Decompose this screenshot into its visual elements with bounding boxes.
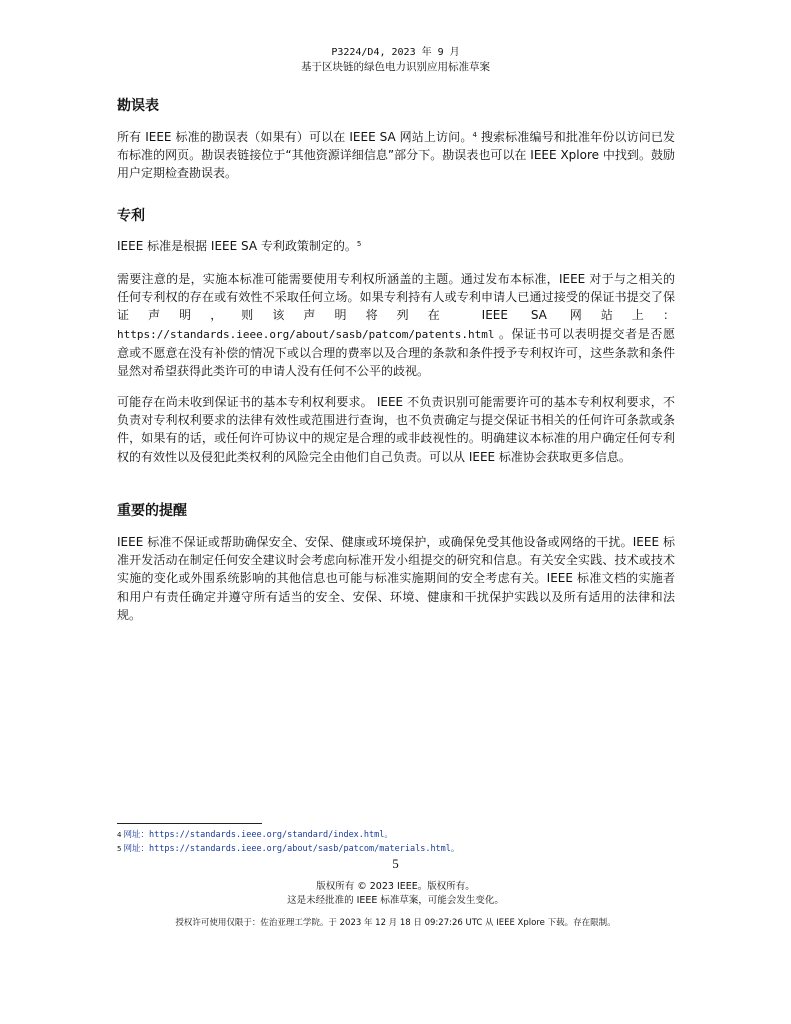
important-heading: 重要的提醒 [117, 503, 187, 519]
patents-link[interactable]: https://standards.ieee.org/about/sasb/patcom/patents.html [117, 327, 495, 341]
footnote-link[interactable]: https://standards.ieee.org/about/sasb/patcom/materials.html。 [148, 844, 460, 854]
document-id: P3224/D4, 2023 年 9 月 [331, 47, 460, 58]
footnote-number: 5 [117, 845, 122, 853]
footnote-link[interactable]: https://standards.ieee.org/standard/index.html。 [148, 830, 393, 840]
footnote-separator [117, 823, 262, 824]
running-header [0, 46, 791, 74]
patents-heading: 专利 [117, 208, 145, 224]
patents-paragraph-3: 可能存在尚未收到保证书的基本专利权利要求。 IEEE 不负责识别可能需要许可的基本专利权利要求，不负责对专利权利要求的法律有效性或范围进行查询，也不负责确定与提交保证书相关的任何许可条款或条件，如果有的话，或任何许可协议中的规定是合理的或非歧视性的。明确建议本标准的用户确定任何专利权的有效性以及侵犯此类权利的风险完全由他们自己负责。可以从 IEEE 标准协会获取更多信息。 [117, 395, 675, 464]
errata-text-a: 所有 IEEE 标准的勘误表（如果有）可以在 IEEE SA 网站上访问。 [117, 130, 473, 144]
license-notice: 授权许可使用仅限于：佐治亚理工学院。于 2023 年 12 月 18 日 09:27:26 UTC 从 IEEE Xplore 下载。存在限制。 [175, 918, 616, 928]
page-footer [0, 880, 791, 908]
footnote-4 [117, 829, 393, 841]
document-title: 基于区块链的绿色电力识别应用标准草案 [301, 61, 490, 73]
errata-heading: 勘误表 [117, 98, 159, 114]
footnote-ref-4[interactable]: 4 [472, 131, 477, 139]
patents-text-2b: 。保证书可以表明提交者是否愿意或不愿意在没有补偿的情况下或以合理的费率以及合理的条款和条件授予专利权许可，这些条款和条件显然对希望获得此类许可的申请人没有任何不公平的歧视。 [117, 326, 675, 379]
errata-text-b: 搜索标准编号和批准年份以访问已发布标准的网页。勘误表链接位于“其他资源详细信息”部分下。勘误表也可以在 IEEE Xplore 中找到。鼓励用户定期检查勘误表。 [117, 130, 675, 181]
patents-paragraph-2 [117, 270, 675, 380]
copyright-line: 版权所有 © 2023 IEEE。版权所有。 [316, 881, 475, 892]
footnote-5 [117, 843, 459, 855]
errata-paragraph [117, 128, 675, 183]
footnote-label: 网址： [123, 844, 149, 854]
patents-text-1: IEEE 标准是根据 IEEE SA 专利政策制定的。 [117, 239, 357, 253]
patents-text-2a: 需要注意的是，实施本标准可能需要使用专利权所涵盖的主题。通过发布本标准，IEEE 对于与之相关的任何专利权的存在或有效性不采取任何立场。如果专利持有人或专利申请人已通过接受的保证书提交了保证声明，则该声明将列在 IEEE SA 网站上： [117, 272, 675, 323]
draft-notice: 这是未经批准的 IEEE 标准草案，可能会发生变化。 [287, 895, 504, 906]
footnote-label: 网址： [123, 830, 149, 840]
footnote-ref-5[interactable]: 5 [356, 240, 362, 248]
page-number: 5 [392, 856, 399, 871]
patents-paragraph-1 [117, 237, 675, 255]
footnote-number: 4 [117, 831, 122, 839]
important-paragraph: IEEE 标准不保证或帮助确保安全、安保、健康或环境保护，或确保免受其他设备或网络的干扰。IEEE 标准开发活动在制定任何安全建议时会考虑向标准开发小组提交的研究和信息。有关安全实践、技术或技术实施的变化或外围系统影响的其他信息也可能与标准实施期间的安全考虑有关。IEEE 标准文档的实施者和用户有责任确定并遵守所有适当的安全、安保、环境、健康和干扰保护实践以及所有适用的法律和法规。 [117, 535, 675, 622]
